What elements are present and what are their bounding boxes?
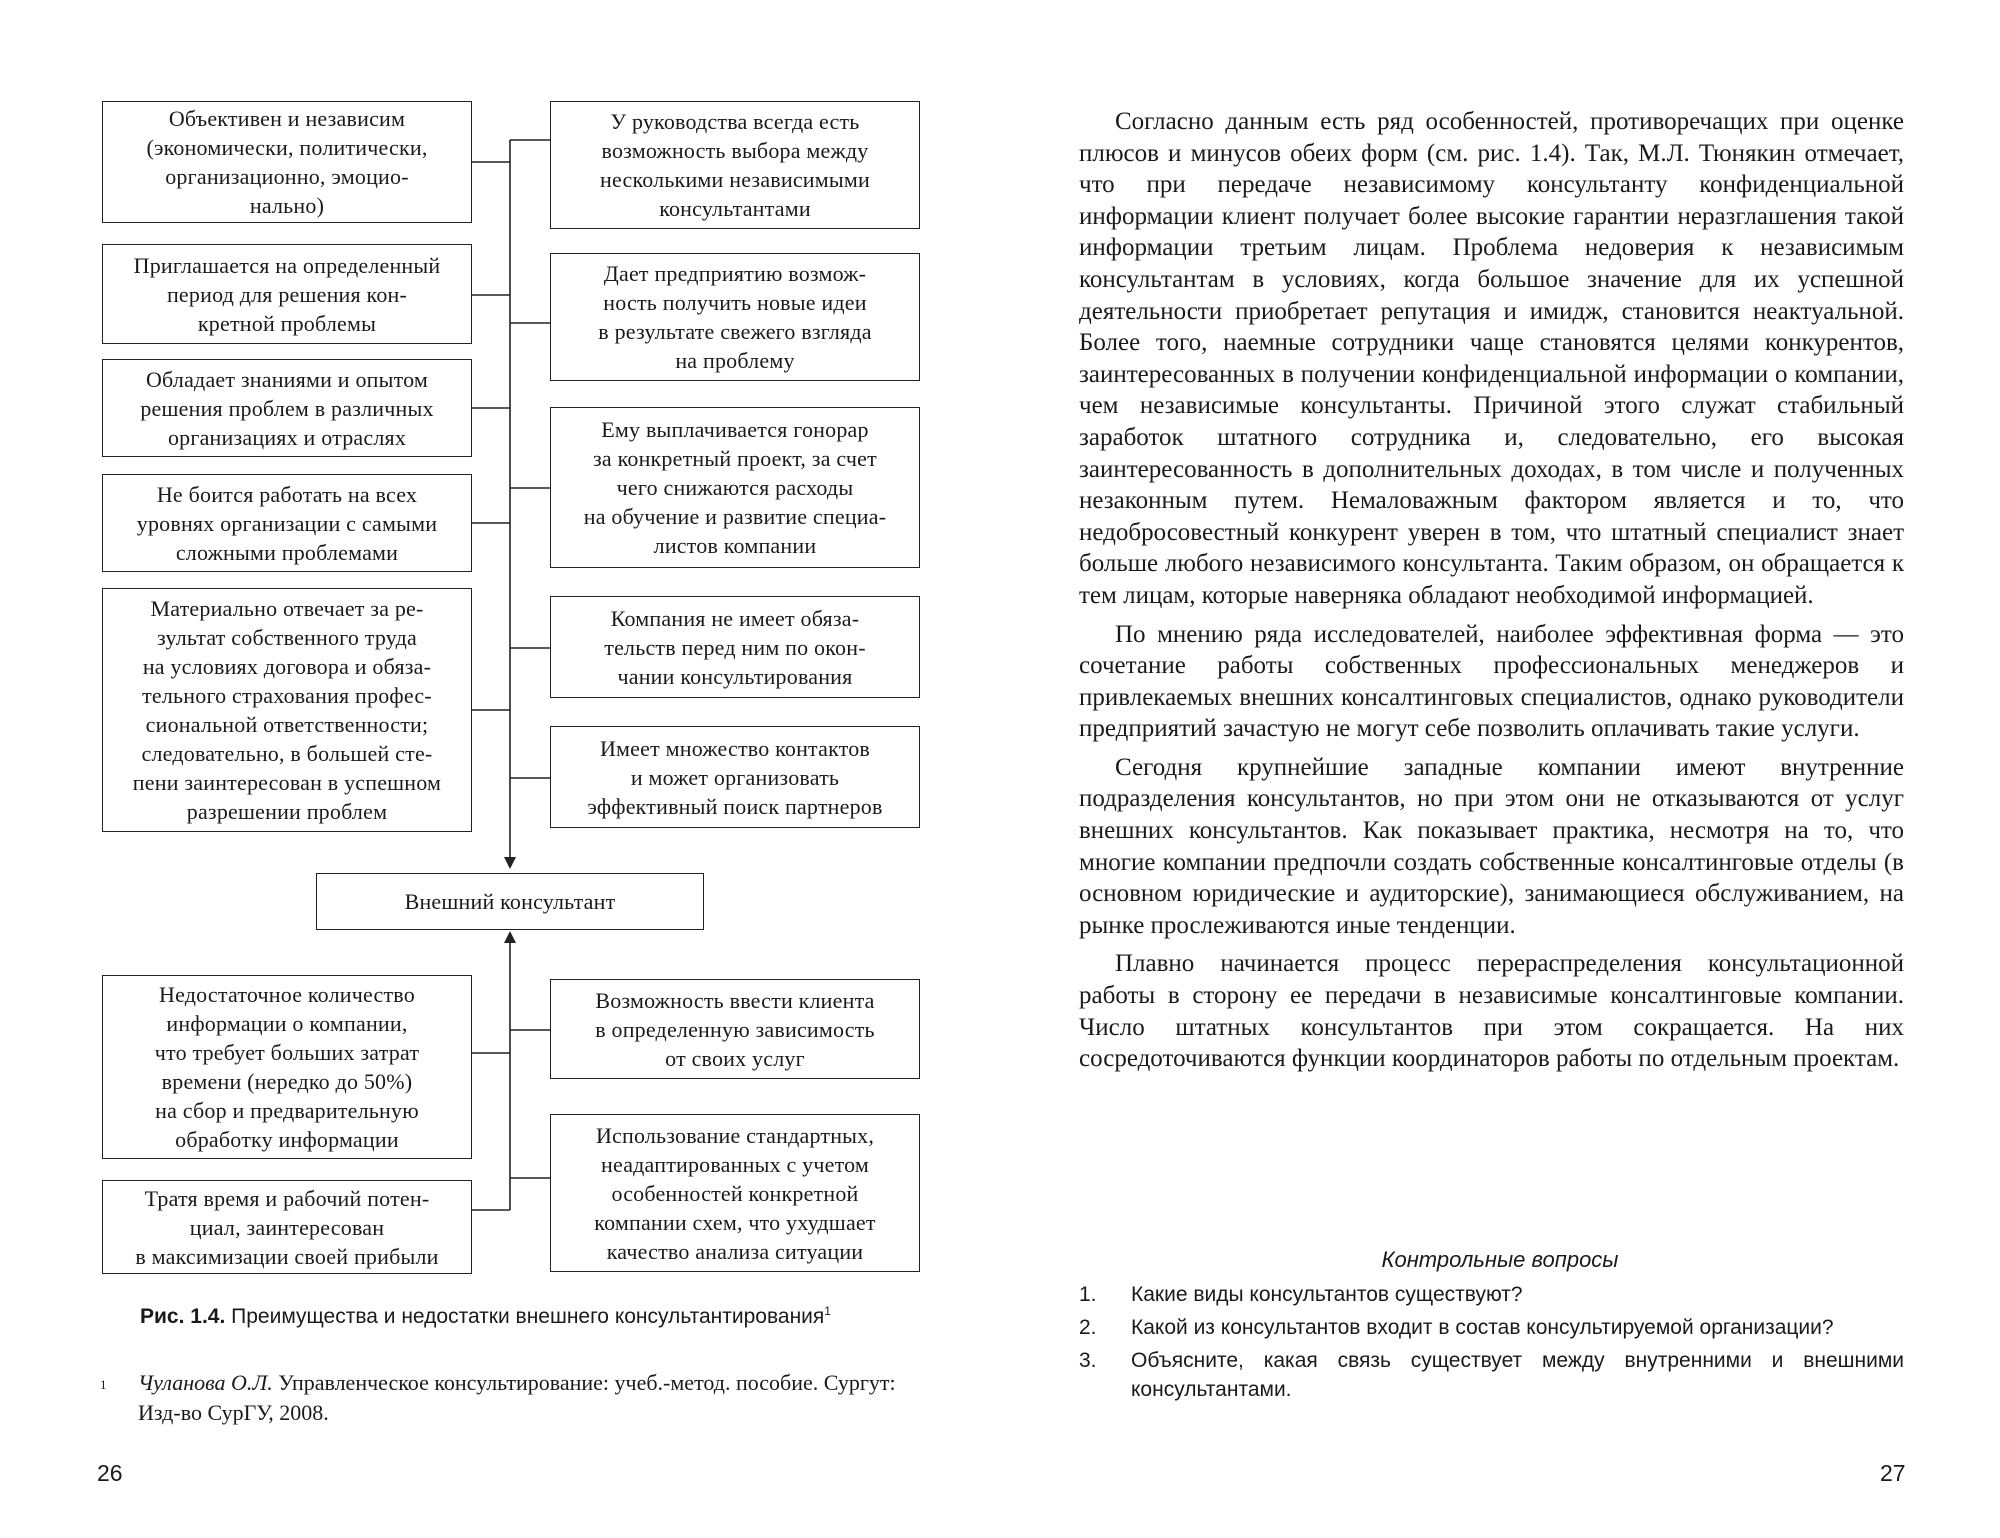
- right-page: [1000, 0, 2000, 1538]
- list-item: [1079, 1313, 1904, 1342]
- figure-label: Рис. 1.4.: [140, 1305, 226, 1328]
- figure-caption: [140, 1305, 900, 1329]
- list-item-text: Какой из консультантов входит в состав консультируемой организации?: [1131, 1316, 1834, 1339]
- body-text: [1079, 106, 1904, 1082]
- advantage-box-not-afraid: Не боится работать на всех уровнях организации с самыми сложными проблемами: [102, 474, 472, 572]
- advantage-box-contacts: Имеет множество контактов и может организовать эффективный поиск партнеров: [550, 726, 920, 828]
- external-consultant-box: Внешний консультант: [316, 873, 704, 930]
- control-questions-title: Контрольные вопросы: [1381, 1247, 1619, 1272]
- paragraph: Плавно начинается процесс перераспределения консультационной работы в сторону ее передачи в независимые консалтинговые компании. Число штатных консультантов при этом сокращается. На них сосредоточиваются функции координаторов работы по отдельным проектам.: [1079, 950, 1904, 1073]
- paragraph: По мнению ряда исследователей, наиболее эффективная форма — это сочетание работы собственных профессиональных менеджеров и привлекаемых внешних консалтинговых специалистов, однако руководители предприятий зачастую не могут себе позволить оплачивать такие услуги.: [1079, 620, 1904, 743]
- footnote-text: Управленческое консультирование: учеб.-метод. пособие. Сургут: Изд-во СурГУ, 2008.: [138, 1370, 896, 1425]
- list-item-number: 1.: [1079, 1283, 1097, 1306]
- advantage-box-no-obligations: Компания не имеет обяза- тельств перед ним по окон- чании консультирования: [550, 596, 920, 698]
- disadvantage-box-dependency: Возможность ввести клиента в определенную зависимость от своих услуг: [550, 979, 920, 1079]
- disadvantage-box-info-lack: Недостаточное количество информации о компании, что требует больших затрат времени (нередко до 50%) на сбор и предварительную обработку информации: [102, 975, 472, 1159]
- page-number-right: 27: [1880, 1460, 1906, 1486]
- disadvantage-box-standard-schemes: Использование стандартных, неадаптированных с учетом особенностей конкретной компании схем, что ухудшает качество анализа ситуации: [550, 1114, 920, 1272]
- list-item: [1079, 1280, 1904, 1309]
- list-item-number: 3.: [1079, 1349, 1097, 1372]
- list-item-text: Какие виды консультантов существуют?: [1131, 1283, 1523, 1306]
- list-item: [1079, 1346, 1904, 1404]
- advantage-box-choice: У руководства всегда есть возможность выбора между несколькими независимыми консультантами: [550, 101, 920, 229]
- figure-caption-text: Преимущества и недостатки внешнего консультантирования: [231, 1305, 825, 1328]
- footnote-mark: 1: [100, 1377, 107, 1392]
- advantage-box-objective: Объективен и независим (экономически, политически, организационно, эмоцио- нально): [102, 101, 472, 223]
- paragraph: Сегодня крупнейшие западные компании имеют внутренние подразделения консультантов, но при этом они не отказываются от услуг внешних консультантов. Как показывает практика, несмотря на то, что многие компании предпочли создать собственные консалтинговые отделы (в основном юридические и аудиторские), занимающиеся обслуживанием, на рынке прослеживаются иные тенденции.: [1079, 753, 1904, 939]
- figure-caption-sup: 1: [824, 1304, 831, 1318]
- advantage-box-invited-period: Приглашается на определенный период для решения кон- кретной проблемы: [102, 244, 472, 344]
- control-questions-list: [1079, 1280, 1904, 1408]
- advantage-box-knowledge: Обладает знаниями и опытом решения проблем в различных организациях и отраслях: [102, 359, 472, 457]
- disadvantage-box-profit: Тратя время и рабочий потен- циал, заинтересован в максимизации своей прибыли: [102, 1180, 472, 1274]
- advantage-box-new-ideas: Дает предприятию возмож- ность получить новые идеи в результате свежего взгляда на проблему: [550, 253, 920, 381]
- advantage-box-liability: Материально отвечает за ре- зультат собственного труда на условиях договора и обяза- тельного страхования профес- сиональной ответственности; следовательно, в большей сте- пени заинтересован в успешном разрешении проблем: [102, 588, 472, 832]
- advantage-box-fee: Ему выплачивается гонорар за конкретный проект, за счет чего снижаются расходы на обучение и развитие специа- листов компании: [550, 407, 920, 568]
- list-item-number: 2.: [1079, 1316, 1097, 1339]
- paragraph: Согласно данным есть ряд особенностей, противоречащих при оценке плюсов и минусов обеих форм (см. рис. 1.4). Так, М.Л. Тюнякин отмечает, что при передаче независимому консультанту конфиденциальной информации клиент получает более высокие гарантии неразглашения такой информации третьим лицам. Проблема недоверия к независимым консультантам в условиях, когда большое значение для их успешной деятельности приобретает репутация и имидж, становится неактуальной. Более того, наемные сотрудники чаще становятся целями конкурентов, заинтересованных в получении конфиденциальной информации о компании, чем независимые консультанты. Причиной этого служат стабильный заработок штатного сотрудника и, следовательно, его высокая заинтересованность в дополнительных доходах, в том числе и полученных незаконным путем. Немаловажным фактором является и то, что недобросовестный конкурент уверен в том, что штатный специалист знает больше любого независимого консультанта. Таким образом, он обращается к тем лицам, которые наверняка обладают необходимой информацией.: [1079, 108, 1904, 609]
- footnote: [100, 1368, 930, 1428]
- footnote-author: Чуланова О.Л.: [138, 1370, 273, 1395]
- page-number-left: 26: [97, 1460, 123, 1486]
- list-item-text: Объясните, какая связь существует между внутренними и внешними консультантами.: [1131, 1349, 1904, 1401]
